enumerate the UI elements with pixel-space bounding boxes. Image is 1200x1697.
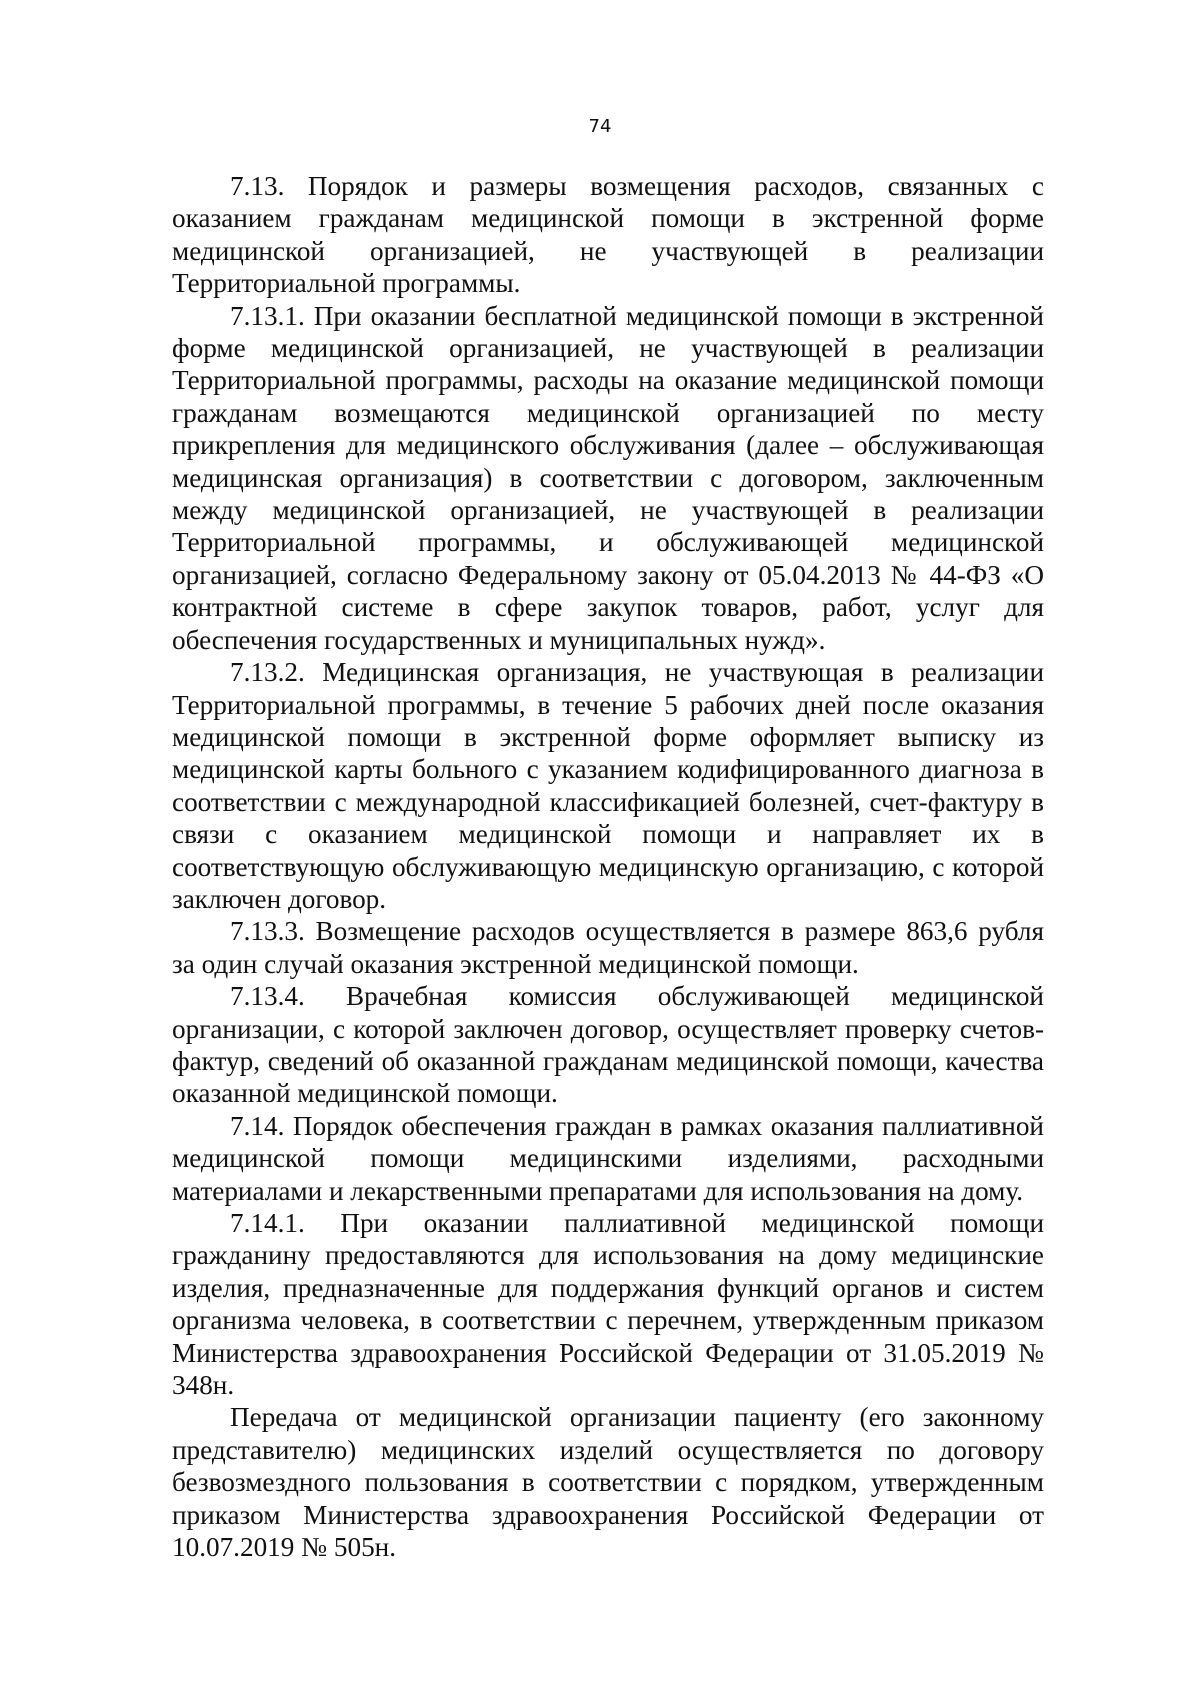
paragraph-7-14-1: 7.14.1. При оказании паллиативной медицинской помощи гражданину предоставляются для использования на дому медицинские изделия, предназначенные для поддержания функций органов и систем организма человека, в соответствии с перечнем, утвержденным приказом Министерства здравоохранения Российской Федерации от 31.05.2019 № 348н. (172, 1208, 1044, 1401)
paragraph-7-13-3: 7.13.3. Возмещение расходов осуществляется в размере 863,6 рубля за один случай оказания экстренной медицинской помощи. (172, 916, 1044, 979)
page-number: 74 (588, 116, 612, 137)
paragraph-7-13-1: 7.13.1. При оказании бесплатной медицинской помощи в экстренной форме медицинской организацией, не участвующей в реализации Территориальной программы, расходы на оказание медицинской помощи гражданам возмещаются медицинской организацией по месту прикрепления для медицинского обслуживания (далее – обслуживающая медицинская организация) в соответствии с договором, заключенным между медицинской организацией, не участвующей в реализации Территориальной программы, и обслуживающей медицинской организацией, согласно Федеральному закону от 05.04.2013 № 44-ФЗ «О контрактной системе в сфере закупок товаров, работ, услуг для обеспечения государственных и муниципальных нужд». (172, 300, 1044, 655)
paragraph-7-13-4: 7.13.4. Врачебная комиссия обслуживающей медицинской организации, с которой заключен договор, осуществляет проверку счетов-фактур, сведений об оказанной гражданам медицинской помощи, качества оказанной медицинской помощи. (172, 981, 1044, 1109)
paragraph-7-14: 7.14. Порядок обеспечения граждан в рамках оказания паллиативной медицинской помощи медицинскими изделиями, расходными материалами и лекарственными препаратами для использования на дому. (172, 1110, 1044, 1206)
paragraph-transfer: Передача от медицинской организации пациенту (его законному представителю) медицинских изделий осуществляется по договору безвозмездного пользования в соответствии с порядком, утвержденным приказом Министерства здравоохранения Российской Федерации от 10.07.2019 № 505н. (172, 1402, 1044, 1563)
document-body (172, 170, 1044, 1563)
paragraph-7-13-2: 7.13.2. Медицинская организация, не участвующая в реализации Территориальной программы, в течение 5 рабочих дней после оказания медицинской помощи в экстренной форме оформляет выписку из медицинской карты больного с указанием кодифицированного диагноза в соответствии с международной классификацией болезней, счет-фактуру в связи с оказанием медицинской помощи и направляет их в соответствующую обслуживающую медицинскую организацию, с которой заключен договор. (172, 657, 1044, 914)
paragraph-7-13: 7.13. Порядок и размеры возмещения расходов, связанных с оказанием гражданам медицинской помощи в экстренной форме медицинской организацией, не участвующей в реализации Территориальной программы. (172, 171, 1044, 299)
